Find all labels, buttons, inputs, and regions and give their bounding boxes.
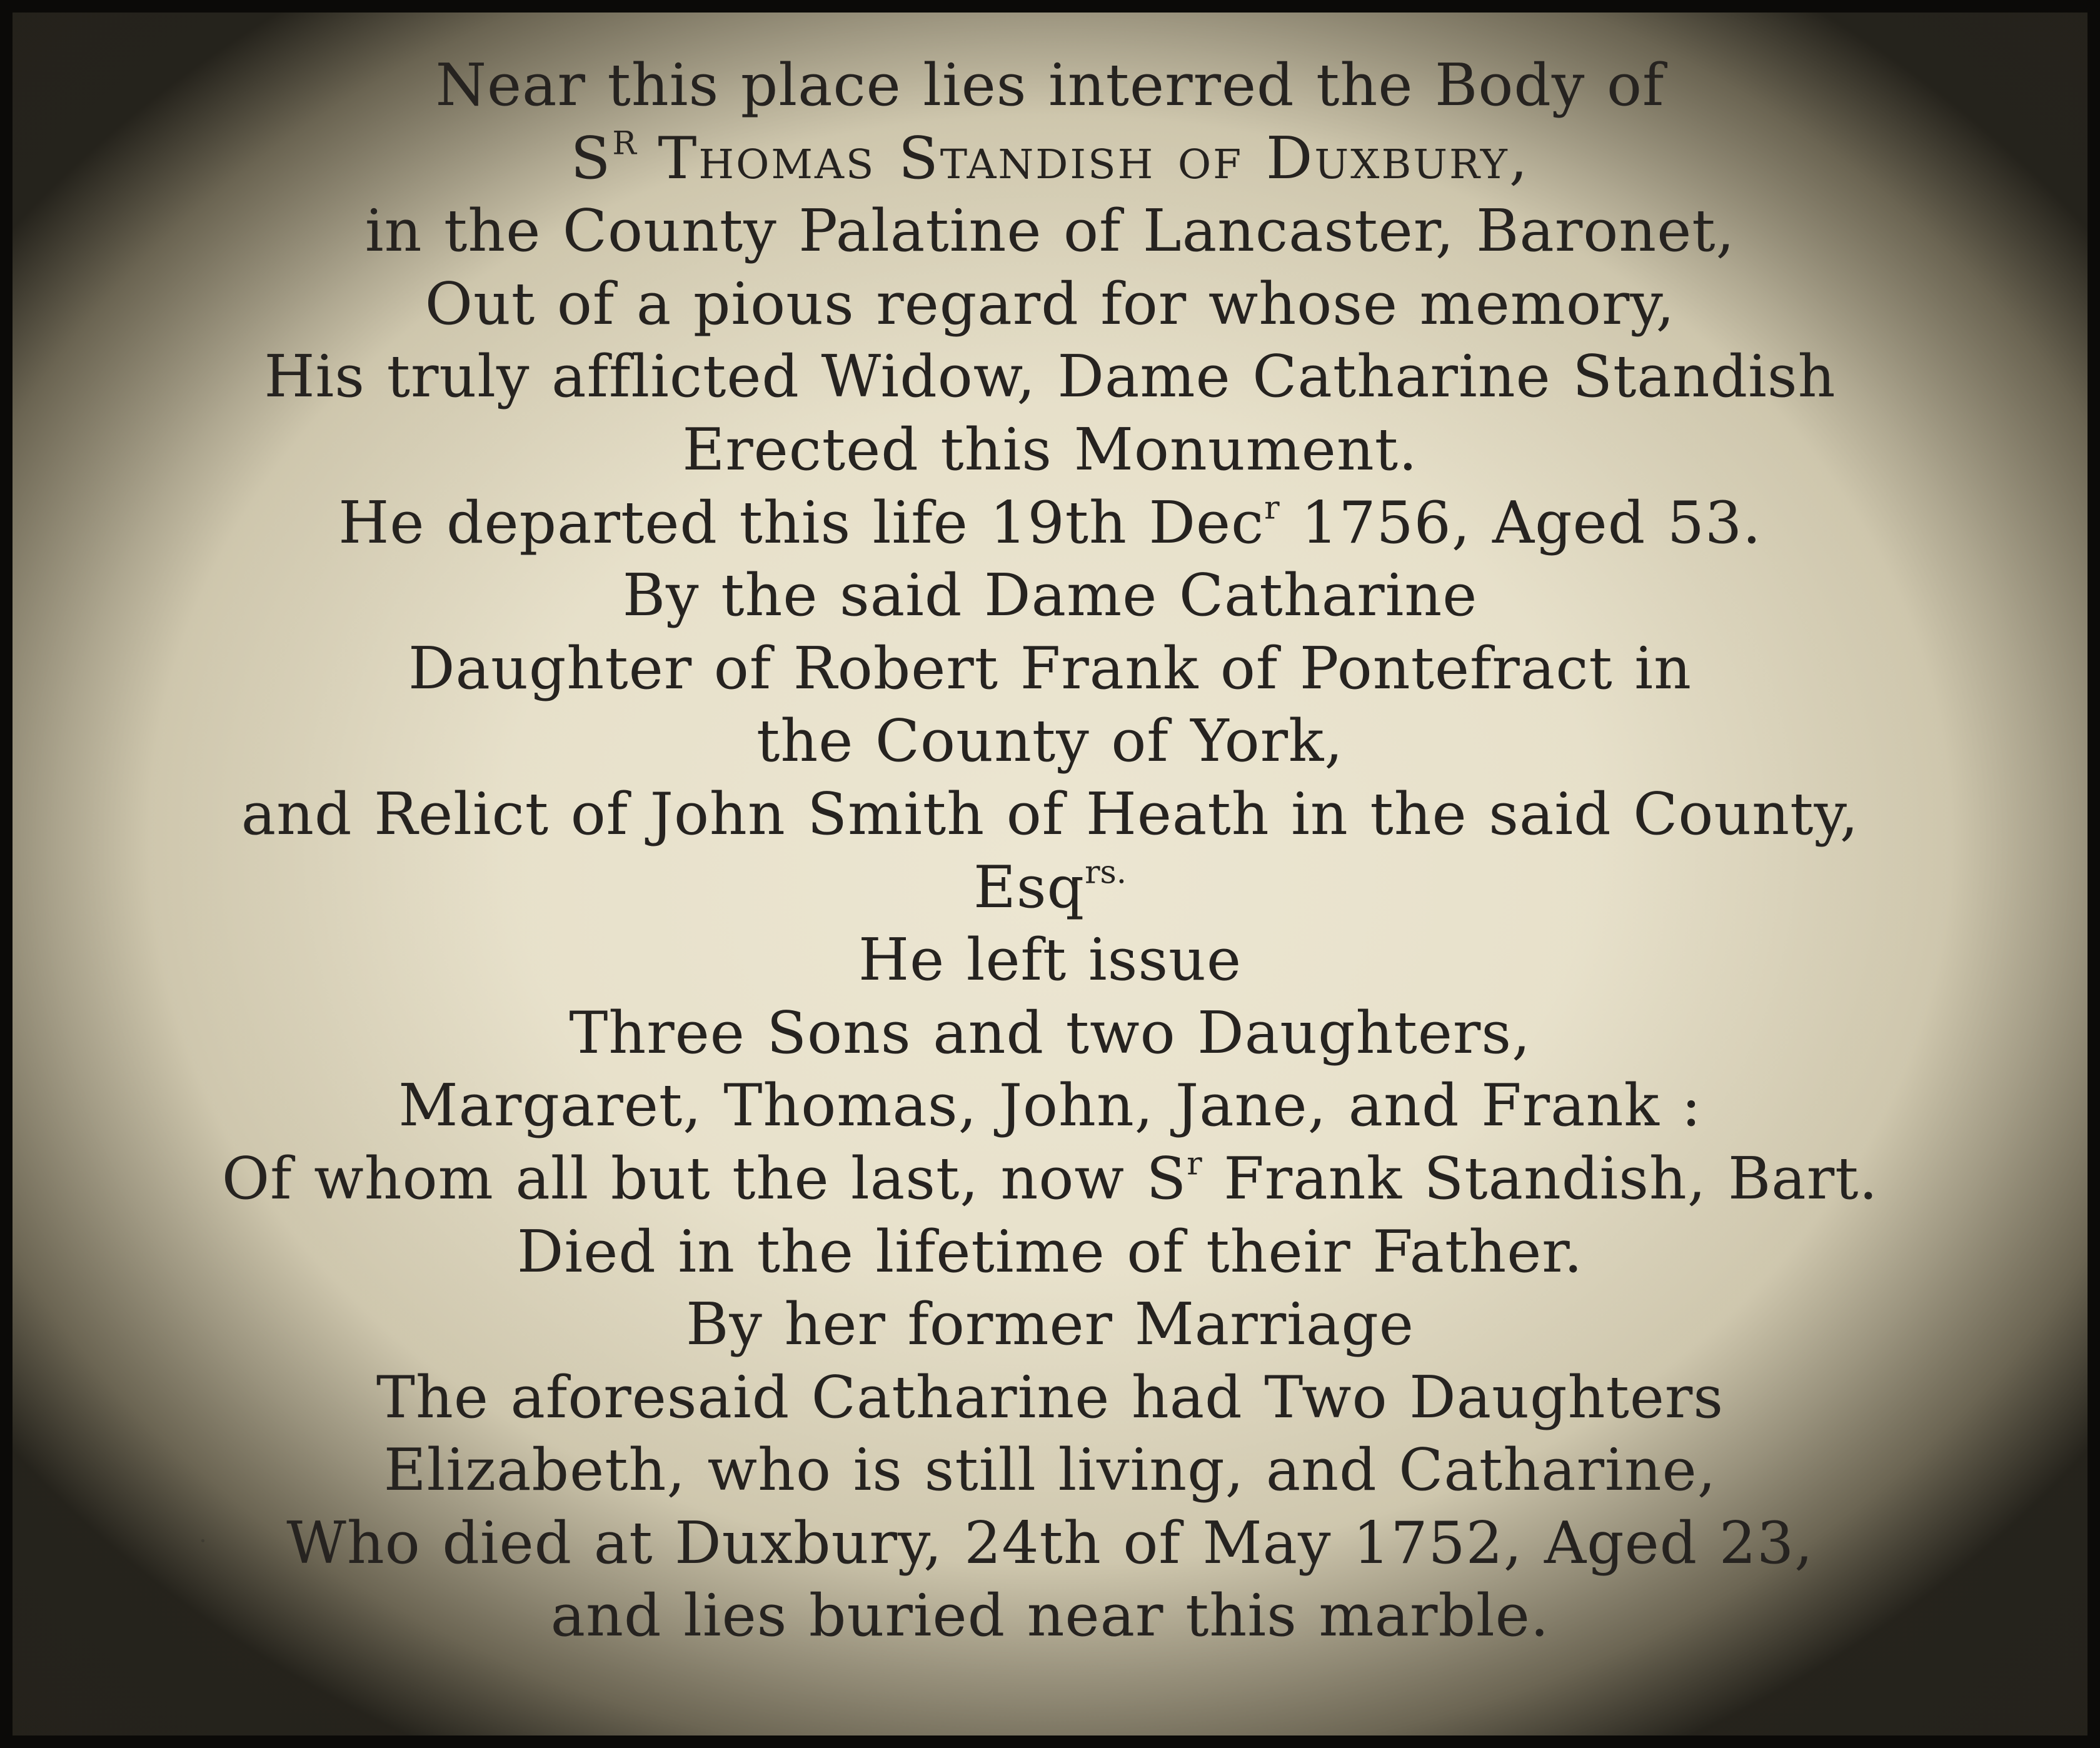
inscription-line-19: The aforesaid Catharine had Two Daughters (376, 1363, 1724, 1431)
death-date-text: He departed this life 19th Dec (338, 488, 1265, 556)
inscription-line-12 (13, 851, 2087, 924)
title-superscript: R (612, 125, 636, 163)
esq-text: Esq (973, 853, 1085, 921)
inscription-line-2 (13, 122, 2087, 195)
inscription-line-5: His truly afflicted Widow, Dame Catharine Standish (264, 343, 1836, 411)
inscription-line-7 (13, 486, 2087, 560)
inscription-line-11: and Relict of John Smith of Heath in the said County, (241, 780, 1859, 848)
inscription-line-13: He left issue (858, 926, 1242, 994)
inscription-line-9: Daughter of Robert Frank of Pontefract in (408, 634, 1692, 702)
printed-page (13, 13, 2087, 1735)
inscription-line-4: Out of a pious regard for whose memory, (425, 269, 1675, 338)
inscription-line-21: Who died at Duxbury, 24th of May 1752, Aged 23, (286, 1509, 1814, 1577)
inscription-line-3: in the County Palatine of Lancaster, Baronet, (364, 197, 1736, 265)
sir-superscript: r (1187, 1145, 1202, 1183)
inscription-line-14: Three Sons and two Daughters, (569, 998, 1531, 1067)
inscription-line-16 (13, 1142, 2087, 1215)
inscription-line-1: Near this place lies interred the Body of (435, 51, 1665, 119)
inscription-line-10: the County of York, (756, 707, 1344, 775)
inscription-line-15: Margaret, Thomas, John, Jane, and Frank : (398, 1072, 1702, 1140)
dec-superscript: r (1264, 490, 1280, 527)
inscription-line-6: Erected this Monument. (682, 415, 1418, 483)
paper-speck (201, 1539, 204, 1542)
memorial-inscription (13, 49, 2087, 1652)
inscription-line-20: Elizabeth, who is still living, and Catharine, (383, 1436, 1717, 1504)
death-year-age: 1756, Aged 53. (1279, 488, 1762, 556)
title-abbrev: S (570, 124, 613, 192)
inscription-line-22: and lies buried near this marble. (550, 1582, 1550, 1650)
name-smallcaps: Thomas Standish of Duxbury, (658, 124, 1530, 192)
heir-text-after: Frank Standish, Bart. (1202, 1144, 1879, 1212)
inscription-line-17: Died in the lifetime of their Father. (516, 1217, 1584, 1285)
esq-superscript: rs. (1085, 854, 1127, 892)
heir-text-before: Of whom all but the last, now S (221, 1144, 1187, 1212)
inscription-line-18: By her former Marriage (686, 1290, 1414, 1359)
inscription-line-8: By the said Dame Catharine (622, 561, 1478, 630)
